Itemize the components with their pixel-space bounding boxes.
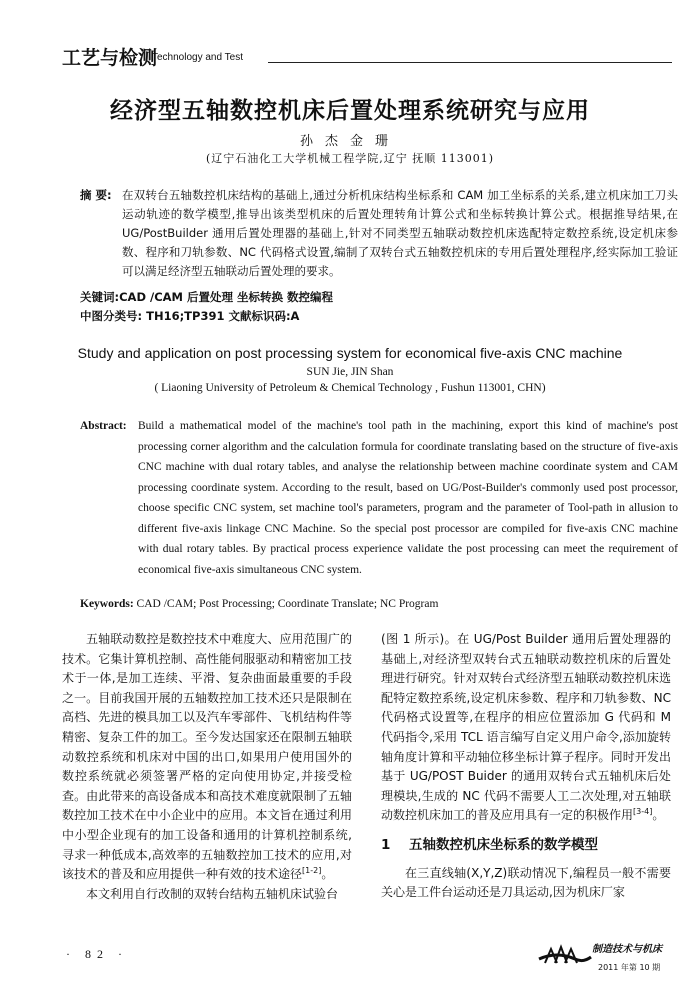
keywords-en-label: Keywords: (80, 598, 134, 610)
body-column-right (381, 630, 671, 903)
body-paragraph: 在三直线轴(X,Y,Z)联动情况下,编程员一般不需要关心是工件台运动还是刀具运动,因为机床厂家 (381, 865, 671, 900)
classification-cn: 中图分类号: TH16;TP391 文献标识码:A (80, 309, 300, 323)
citation: [3-4] (633, 807, 653, 817)
article-title-cn: 经济型五轴数控机床后置处理系统研究与应用 (110, 98, 590, 124)
page-number: · 82 · (66, 947, 128, 961)
section-title: 五轴数控机床坐标系的数学模型 (409, 836, 598, 853)
article-title-en: Study and application on post processing system for economical five-axis CNC machine (77, 345, 623, 361)
abstract-en-text: Build a mathematical model of the machine's tool path in the machining, export this kind of machine's post processing corner algorithm and the calculation formula for coordinate translating based on the structure of five-axis CNC machine with dual rotary tables, and analyse the relationship between machine coordinate system and CAM processing coordinate system. According to the result, based on UG/Post-Builder's commonly used post processor, choose specific CNC system, set machine tool's parameters, program and the parameter of Tool-path in allusion to different five-axis linkage CNC Machine. So the special post processor are compiled for five-axis CNC machine with dual rotary tables. By practical process experience validate the post processing can meet the requirement of economical five-axis simultaneous CNC system. (138, 420, 678, 576)
affiliation-en: ( Liaoning University of Petroleum & Chemical Technology , Fushun 113001, CHN) (154, 382, 546, 394)
body-paragraph: 本文利用自行改制的双转台结构五轴机床试验台 (86, 886, 339, 901)
journal-section-subtitle: Technology and Test (152, 52, 243, 63)
header-rule (268, 62, 672, 63)
authors-cn: 孙杰金珊 (299, 134, 400, 149)
abstract-cn-label: 摘 要: (80, 188, 112, 202)
body-paragraph: 五轴联动数控是数控技术中难度大、应用范围广的技术。它集计算机控制、高性能伺服驱动和精密加工技术于一体,是加工连续、平滑、复杂曲面最重要的手段之一。目前我国开展的五轴数控加工技术还只是限制在高档、先进的模具加工以及汽车零部件、飞机结构件等精密、复杂工件的加工。至今发达国家还在限制五轴联动数控系统和机床对中国的出口,如果用户使用国外的数控系统就必须签署严格的定向使用协定,并接受检查。由此带来的高设备成本和高技术难度就限制了五轴数控加工技术在中小企业中的应用。本文旨在通过利用中小型企业现有的加工设备和通用的计算机控制系统,寻求一种低成本,高效率的五轴数控加工技术的应用,对该技术的普及和应用提供一种有效的技术途径[1-2]。 (62, 632, 352, 882)
journal-issue: 2011 年第 10 期 (598, 963, 661, 972)
abstract-en-label: Abstract: (80, 420, 127, 432)
abstract-cn (80, 186, 678, 281)
affiliation-cn: (辽宁石油化工大学机械工程学院,辽宁 抚顺 113001) (205, 152, 495, 165)
keywords-en (80, 598, 438, 610)
body-column-left (62, 630, 352, 904)
abstract-cn-text: 在双转台五轴数控机床结构的基础上,通过分析机床结构坐标系和 CAM 加工坐标系的关系,建立机床加工刀头运动轨迹的数学模型,推导出该类型机床的后置处理转角计算公式和坐标转换计算公式。根据推导结果,在 UG/PostBuilder 通用后置处理器的基础上,针对不同类型五轴联动数控机床选配特定数控系统,设定机床参数、程序和刀轨参数、NC 代码格式设置,编制了双转台式五轴数控机床的专用后置处理程序,经实际加工验证可以满足经济型五轴联动后置处理的要求。 (122, 188, 678, 278)
keywords-cn: 关键词:CAD /CAM 后置处理 坐标转换 数控编程 (80, 290, 333, 304)
citation: [1-2] (302, 866, 322, 876)
journal-name: 制造技术与机床 (592, 944, 662, 955)
section-heading (381, 836, 671, 856)
body-paragraph: (图 1 所示)。在 UG/Post Builder 通用后置处理器的基础上,对经济型双转台式五轴联动数控机床的后置处理进行研究。针对双转台式经济型五轴联动数控机床选配特定数控系统,设定机床参数、程序和刀轨参数、NC 代码格式设置等,在程序的相应位置添加 G 代码和 M 代码指令,采用 TCL 语言编写自定义用户命令,添加旋转轴角度计算和平动轴位移坐标计算子程序。同时开发出基于 UG/POST Buider 的通用双转台式五轴机床后处理模块,生成的 NC 代码不需要人工二次处理,对五轴联动数控机床加工的普及应用具有一定的积极作用[3-4]。 (381, 632, 671, 823)
section-number: 1 (381, 836, 391, 853)
keywords-en-text: CAD /CAM; Post Processing; Coordinate Translate; NC Program (133, 598, 439, 610)
abstract-en (80, 416, 678, 580)
journal-section-title: 工艺与检测 (62, 47, 158, 69)
authors-en: SUN Jie, JIN Shan (306, 366, 394, 378)
